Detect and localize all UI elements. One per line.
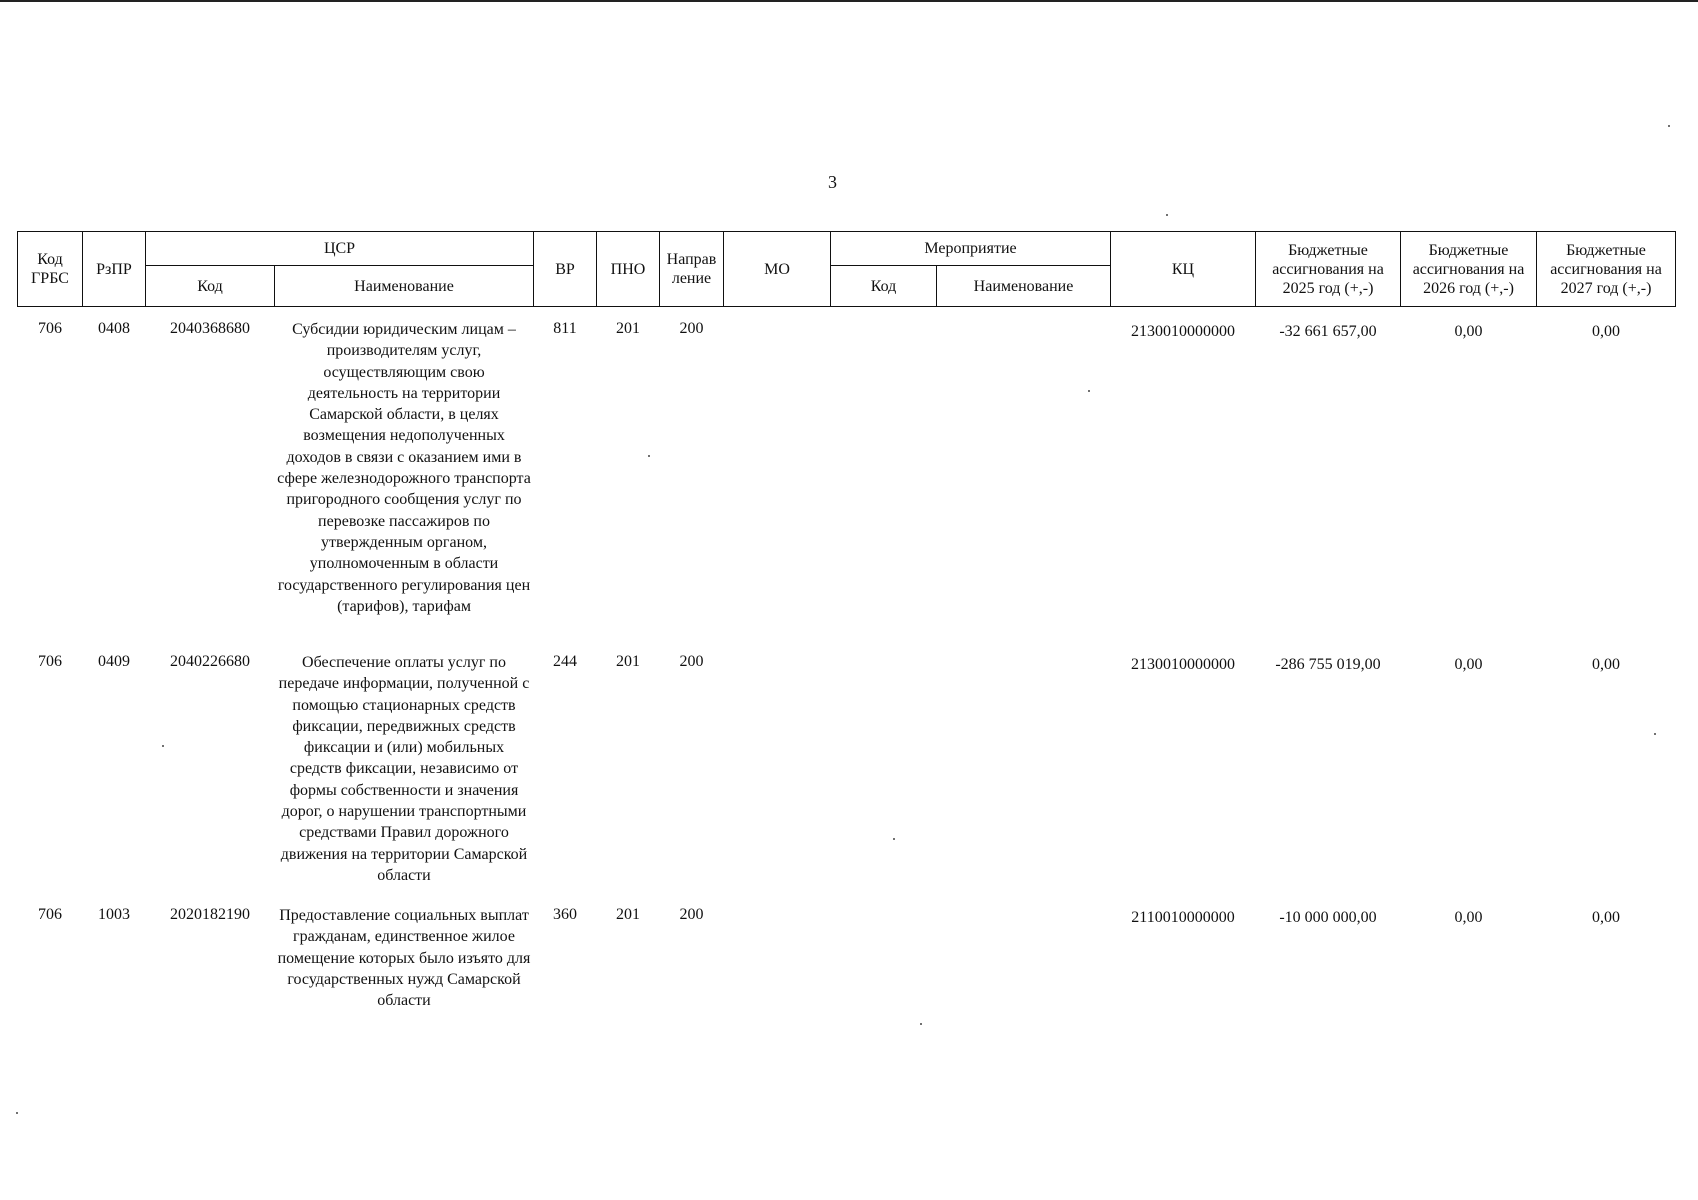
header-vr: ВР xyxy=(534,232,597,307)
cell-grbs: 706 xyxy=(38,906,62,923)
cell-rzpr: 1003 xyxy=(98,906,130,923)
table-row xyxy=(18,905,1676,1025)
header-pno: ПНО xyxy=(597,232,660,307)
cell-event-code xyxy=(831,319,937,652)
cell-csr-name: Предоставление социальных выплат гражданам, единственное жилое помещение которых было изъято для государственных нужд Самарской области xyxy=(277,907,531,1010)
cell-2027: 0,00 xyxy=(1592,656,1620,673)
cell-kc: 2130010000000 xyxy=(1131,656,1235,673)
cell-2027: 0,00 xyxy=(1592,909,1620,926)
table-row xyxy=(18,319,1676,652)
cell-2025: -10 000 000,00 xyxy=(1279,909,1377,926)
cell-grbs: 706 xyxy=(38,653,62,670)
cell-2026: 0,00 xyxy=(1454,323,1483,340)
header-2027: Бюджетные ассигнования на 2027 год (+,-) xyxy=(1537,232,1676,307)
header-event: Мероприятие xyxy=(831,232,1111,266)
cell-2026: 0,00 xyxy=(1454,909,1483,926)
cell-event-name xyxy=(937,905,1111,1025)
scan-speck xyxy=(1166,214,1168,216)
header-2025: Бюджетные ассигнования на 2025 год (+,-) xyxy=(1256,232,1401,307)
cell-2026: 0,00 xyxy=(1454,656,1483,673)
cell-vr: 811 xyxy=(553,320,577,337)
table-header xyxy=(18,232,1676,307)
cell-event-code xyxy=(831,652,937,905)
header-grbs: Код ГРБС xyxy=(18,232,83,307)
cell-direction: 200 xyxy=(679,653,704,670)
header-rzpr: РзПР xyxy=(83,232,146,307)
cell-rzpr: 0408 xyxy=(98,320,130,337)
cell-mo xyxy=(724,652,831,905)
cell-vr: 244 xyxy=(553,653,577,670)
header-event-code: Код xyxy=(831,266,937,307)
header-direction: Направ ление xyxy=(660,232,724,307)
cell-pno: 201 xyxy=(616,653,640,670)
header-event-name: Наименование xyxy=(937,266,1111,307)
cell-pno: 201 xyxy=(616,320,640,337)
cell-csr-code: 2020182190 xyxy=(170,906,250,923)
cell-2025: -286 755 019,00 xyxy=(1275,656,1381,673)
cell-csr-code: 2040226680 xyxy=(170,653,250,670)
header-kc: КЦ xyxy=(1111,232,1256,307)
cell-csr-name: Субсидии юридическим лицам – производителям услуг, осуществляющим свою деятельность на территории Самарской области, в целях возмещения недополученных доходов в связи с оказанием ими в сфере железнодорожного транспорта пригородного сообщения услуг по перевозке пассажиров по утвержденным органом, уполномоченным в области государственного регулирования цен (тарифов), тарифам xyxy=(277,321,531,615)
cell-mo xyxy=(724,905,831,1025)
header-csr-code: Код xyxy=(146,266,275,307)
header-csr: ЦСР xyxy=(146,232,534,266)
cell-event-name xyxy=(937,319,1111,652)
cell-kc: 2110010000000 xyxy=(1131,909,1235,926)
cell-direction: 200 xyxy=(679,906,704,923)
cell-pno: 201 xyxy=(616,906,640,923)
cell-2027: 0,00 xyxy=(1592,323,1620,340)
table-row xyxy=(18,652,1676,905)
cell-direction: 200 xyxy=(679,320,704,337)
cell-vr: 360 xyxy=(553,906,577,923)
scan-speck xyxy=(16,1112,18,1114)
cell-grbs: 706 xyxy=(38,320,62,337)
page-number: 3 xyxy=(828,172,837,192)
cell-mo xyxy=(724,319,831,652)
header-2026: Бюджетные ассигнования на 2026 год (+,-) xyxy=(1401,232,1537,307)
cell-csr-name: Обеспечение оплаты услуг по передаче информации, полученной с помощью стационарных средств фиксации, передвижных средств фиксации и (или) мобильных средств фиксации, независимо от формы собственности и значения дорог, о нарушении транспортными средствами Правил дорожного движения на территории Самарской области xyxy=(278,654,530,884)
budget-table xyxy=(17,231,1676,1025)
cell-kc: 2130010000000 xyxy=(1131,323,1235,340)
cell-2025: -32 661 657,00 xyxy=(1279,323,1377,340)
header-csr-name: Наименование xyxy=(275,266,534,307)
cell-event-name xyxy=(937,652,1111,905)
scan-edge-line xyxy=(0,0,1698,2)
header-mo: МО xyxy=(724,232,831,307)
cell-csr-code: 2040368680 xyxy=(170,320,250,337)
cell-event-code xyxy=(831,905,937,1025)
cell-rzpr: 0409 xyxy=(98,653,130,670)
scan-speck xyxy=(1668,125,1670,127)
